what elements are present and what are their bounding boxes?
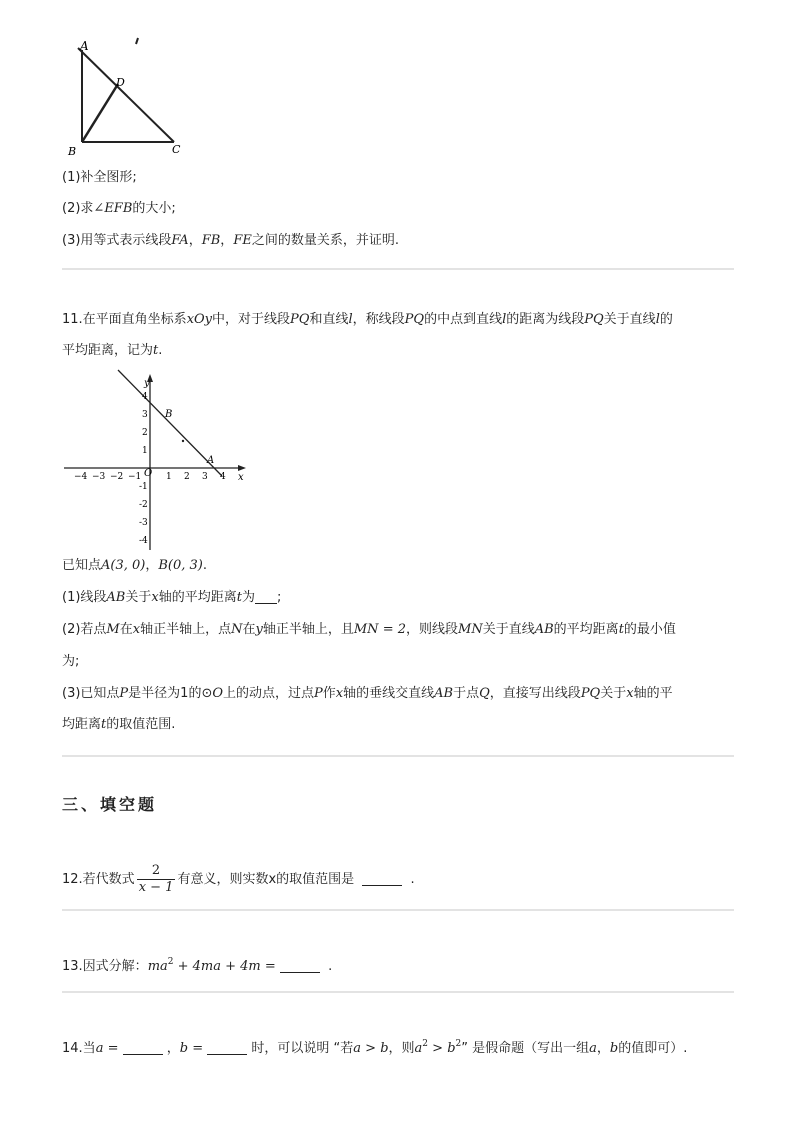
q10-item-1: (1)补全图形;: [62, 170, 137, 185]
q13-line: 13.因式分解：$ma^2 + 4ma + 4m$ = .: [62, 957, 333, 974]
segment-AC: [78, 48, 174, 142]
label-C: C: [172, 143, 181, 156]
q11-part-2-line-2: 为;: [62, 654, 80, 669]
label-A: A: [207, 455, 215, 466]
point-dot: [182, 440, 184, 442]
q11-stem-line-2: 平均距离，记为t.: [62, 343, 163, 358]
x-tick-label: −2: [110, 472, 124, 482]
q11-part-3-line-2: 均距离t的取值范围.: [62, 717, 176, 732]
x-tick-label: −4: [74, 472, 88, 482]
y-tick-label: 2: [142, 428, 148, 438]
coordinate-graph: [62, 366, 252, 552]
divider: [62, 909, 734, 911]
y-tick-label: 1: [142, 446, 148, 456]
divider: [62, 755, 734, 757]
x-tick-label: 4: [220, 472, 226, 482]
x-axis-arrow: [238, 465, 246, 471]
y-tick-label: -4: [139, 536, 148, 546]
segment-BD: [82, 84, 118, 142]
y-tick-label: -3: [139, 518, 148, 528]
y-tick-label: 4: [142, 392, 148, 402]
section-title: 三、填空题: [62, 795, 158, 814]
y-tick-label: -1: [139, 482, 148, 492]
x-axis-label: x: [238, 472, 244, 483]
answer-blank[interactable]: [123, 1041, 163, 1055]
answer-blank[interactable]: [362, 872, 402, 886]
q11-part-3-line-1: (3)已知点P是半径为1的⊙O上的动点，过点P作x轴的垂线交直线AB于点Q，直接写出线段PQ关于x轴的平: [62, 686, 673, 701]
label-B: B: [68, 145, 77, 158]
x-tick-label: 1: [166, 472, 172, 482]
x-tick-label: −3: [92, 472, 106, 482]
y-tick-label: -2: [139, 500, 148, 510]
y-tick-label: 3: [142, 410, 148, 420]
q10-item-3: (3)用等式表示线段FA，FB，FE之间的数量关系，并证明.: [62, 233, 399, 248]
q14-line: 14.当a = ，b = 时，可以说明 “若a > b，则$a^2 > b^2$” 是假命题（写出一组a，b的值即可）.: [62, 1039, 688, 1056]
q12-line: 12.若代数式 $\frac{2}{x - 1}$ 有意义，则实数x的取值范围是 .: [62, 863, 415, 895]
tick-mark: [136, 38, 138, 44]
answer-blank[interactable]: [280, 959, 320, 973]
label-B: B: [165, 409, 173, 420]
divider: [62, 991, 734, 993]
q11-part-1: (1)线段AB关于x轴的平均距离t为 ;: [62, 590, 282, 605]
label-D: D: [116, 76, 125, 89]
label-A: A: [80, 39, 89, 53]
fraction: $\frac{2}{x - 1}$: [138, 863, 174, 895]
q11-part-2-line-1: (2)若点M在x轴正半轴上，点N在y轴正半轴上，且MN = 2，则线段MN关于直线AB的平均距离t的最小值: [62, 622, 676, 637]
answer-blank[interactable]: [207, 1041, 247, 1055]
x-tick-label: −1: [128, 472, 142, 482]
x-tick-label: 2: [184, 472, 190, 482]
y-axis-label: y: [144, 378, 150, 389]
q10-item-2: (2)求∠EFB的大小;: [62, 201, 176, 216]
q11-stem-line-1: 11.在平面直角坐标系xOy中，对于线段PQ和直线l，称线段PQ的中点到直线l的距离为线段PQ关于直线l的: [62, 312, 673, 327]
q11-known-points: 已知点A(3, 0)，B(0, 3).: [62, 558, 208, 573]
answer-blank[interactable]: [255, 590, 277, 604]
divider: [62, 268, 734, 270]
triangle-figure: [62, 34, 192, 160]
x-tick-label: 3: [202, 472, 208, 482]
origin-label: O: [144, 468, 153, 479]
